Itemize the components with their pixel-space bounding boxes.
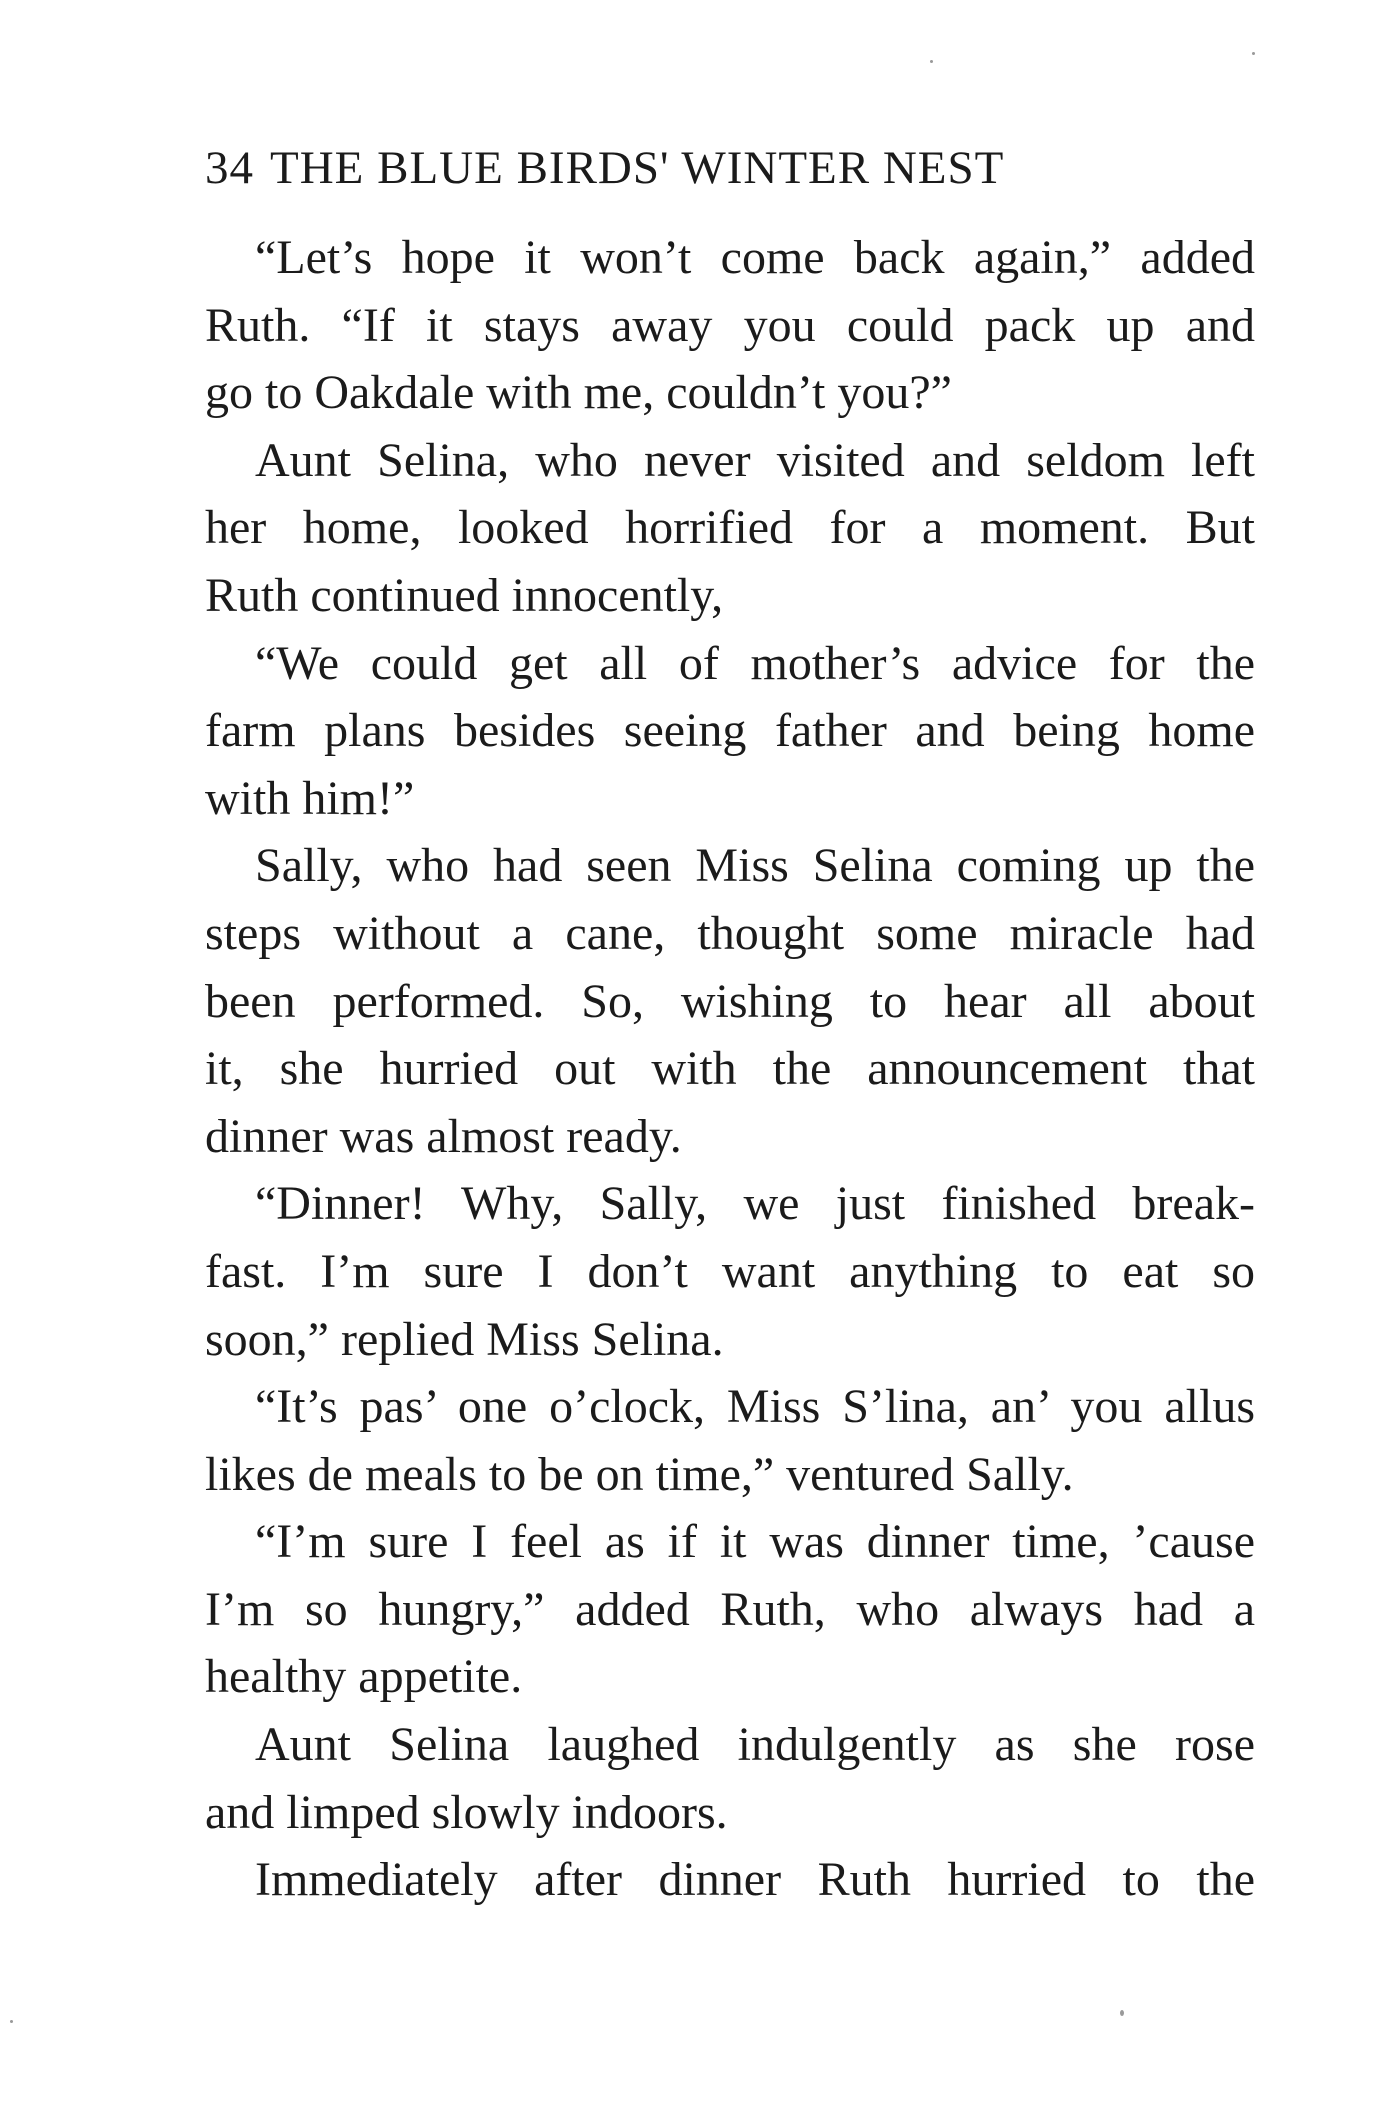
scan-speck (1252, 52, 1255, 55)
body-text (205, 224, 1255, 1914)
book-title: THE BLUE BIRDS' WINTER NEST (270, 142, 1005, 194)
text-line: Sally, who had seen Miss Selina coming up the (255, 839, 1255, 893)
text-line: her home, looked horrified for a moment. But (205, 501, 1255, 555)
text-line: been performed. So, wishing to hear all about (205, 974, 1255, 1028)
scan-speck (930, 60, 933, 63)
text-line: likes de meals to be on time,” ventured Sally. (205, 1447, 1074, 1501)
text-line: I’m so hungry,” added Ruth, who always had a (205, 1582, 1255, 1636)
text-line: “Let’s hope it won’t come back again,” added (255, 231, 1255, 284)
scan-speck (1120, 2010, 1124, 2016)
running-head (205, 136, 1255, 200)
text-line: “It’s pas’ one o’clock, Miss S’lina, an’ you allus (255, 1380, 1255, 1434)
page-number: 34 (205, 142, 254, 194)
text-line: soon,” replied Miss Selina. (205, 1312, 724, 1366)
text-line: farm plans besides seeing father and being home (205, 704, 1255, 758)
text-line: Aunt Selina, who never visited and seldom left (255, 433, 1255, 487)
text-line: steps without a cane, thought some miracle had (205, 906, 1255, 960)
text-line: Immediately after dinner Ruth hurried to the (255, 1853, 1255, 1907)
text-line: go to Oakdale with me, couldn’t you?” (205, 366, 952, 420)
text-line: dinner was almost ready. (205, 1109, 682, 1163)
text-line: “I’m sure I feel as if it was dinner time, ’cause (255, 1515, 1255, 1569)
text-line: “Dinner! Why, Sally, we just finished break- (255, 1177, 1255, 1231)
text-line: it, she hurried out with the announcement that (205, 1042, 1255, 1096)
text-line: “We could get all of mother’s advice for the (255, 636, 1255, 690)
scan-speck (10, 2020, 13, 2023)
text-line: with him!” (205, 771, 415, 825)
text-line: and limped slowly indoors. (205, 1785, 728, 1839)
text-line: Ruth. “If it stays away you could pack up and (205, 298, 1255, 352)
text-line: fast. I’m sure I don’t want anything to eat so (205, 1244, 1255, 1298)
text-line: Ruth continued innocently, (205, 568, 724, 622)
text-line: healthy appetite. (205, 1650, 523, 1704)
text-line: Aunt Selina laughed indulgently as she rose (255, 1718, 1255, 1772)
